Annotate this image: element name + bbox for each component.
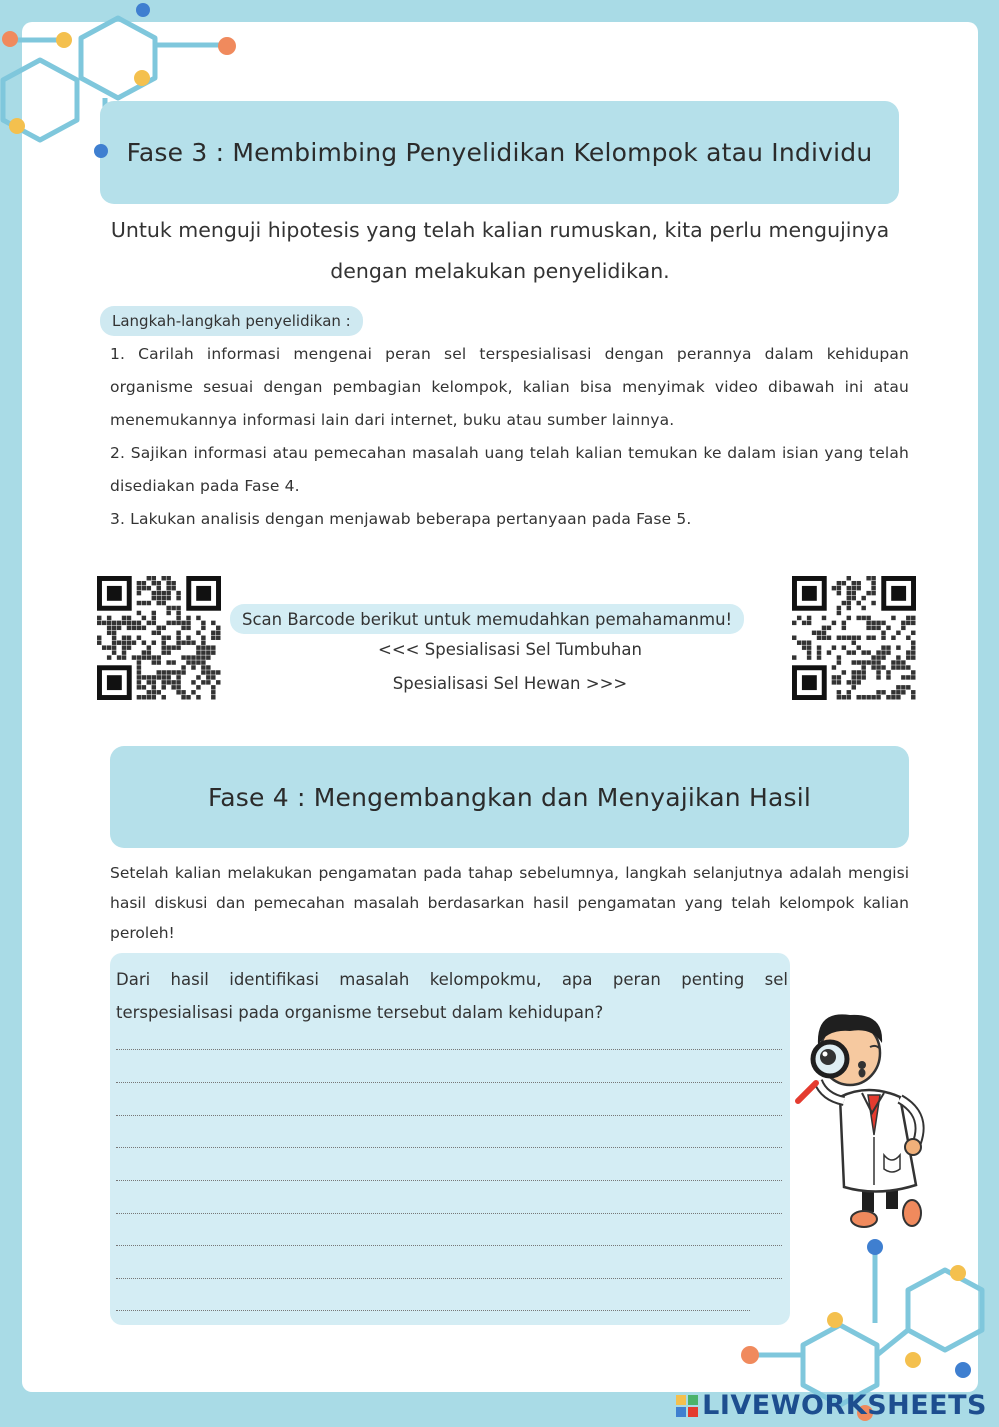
answer-line[interactable] [116,1213,782,1214]
steps-list [110,338,909,536]
answer-line[interactable] [116,1147,782,1148]
answer-line[interactable] [116,1180,782,1181]
answer-line[interactable] [116,1278,782,1279]
answer-line[interactable] [116,1049,782,1050]
steps-label: Langkah-langkah penyelidikan : [100,306,363,336]
scientist-with-magnifier-illustration [788,1005,938,1240]
answer-line[interactable] [116,1245,782,1246]
fase4-title: Fase 4 : Mengembangkan dan Menyajikan Hasil [208,782,811,812]
fase3-intro: Untuk menguji hipotesis yang telah kalian rumuskan, kita perlu mengujinya dengan melakukan penyelidikan. [110,218,890,283]
brand-name: LIVEWORKSHEETS [702,1390,987,1421]
scan-label: Scan Barcode berikut untuk memudahkan pemahamanmu! [230,604,744,634]
fase3-title: Fase 3 : Membimbing Penyelidikan Kelompok atau Individu [126,138,873,167]
link-left[interactable]: <<< Spesialisasi Sel Tumbuhan [378,640,642,659]
bullet-dot-icon [93,143,109,159]
answer-line[interactable] [116,1115,782,1116]
link-right[interactable]: Spesialisasi Sel Hewan >>> [392,674,628,693]
answer-box [110,953,790,1325]
answer-line[interactable] [116,1082,782,1083]
qr-code-right[interactable] [792,576,916,700]
fase4-banner [110,746,909,848]
liveworksheets-brand [676,1390,987,1421]
step-item: 2. Sajikan informasi atau pemecahan masalah uang telah kalian temukan ke dalam isian yang telah disediakan pada Fase 4. [110,444,909,495]
fase4-text: Setelah kalian melakukan pengamatan pada tahap sebelumnya, langkah selanjutnya adalah mengisi hasil diskusi dan pemecahan masalah berdasarkan hasil pengamatan yang telah kelompok kalian peroleh! [110,864,909,942]
step-item: 1. Carilah informasi mengenai peran sel terspesialisasi dengan perannya dalam kehidupan organisme sesuai dengan pembagian kelompok, kalian bisa menyimak video dibawah ini atau menemukannya informasi lain dari internet, buku atau sumber lainnya. [110,345,909,429]
qr-code-left[interactable] [97,576,221,700]
fase3-banner [100,101,899,204]
liveworksheets-logo-icon [676,1395,698,1417]
answer-line[interactable] [116,1310,750,1311]
step-item: 3. Lakukan analisis dengan menjawab beberapa pertanyaan pada Fase 5. [110,510,692,528]
question-text: Dari hasil identifikasi masalah kelompokmu, apa peran penting sel terspesialisasi pada organisme tersebut dalam kehidupan? [116,970,788,1022]
